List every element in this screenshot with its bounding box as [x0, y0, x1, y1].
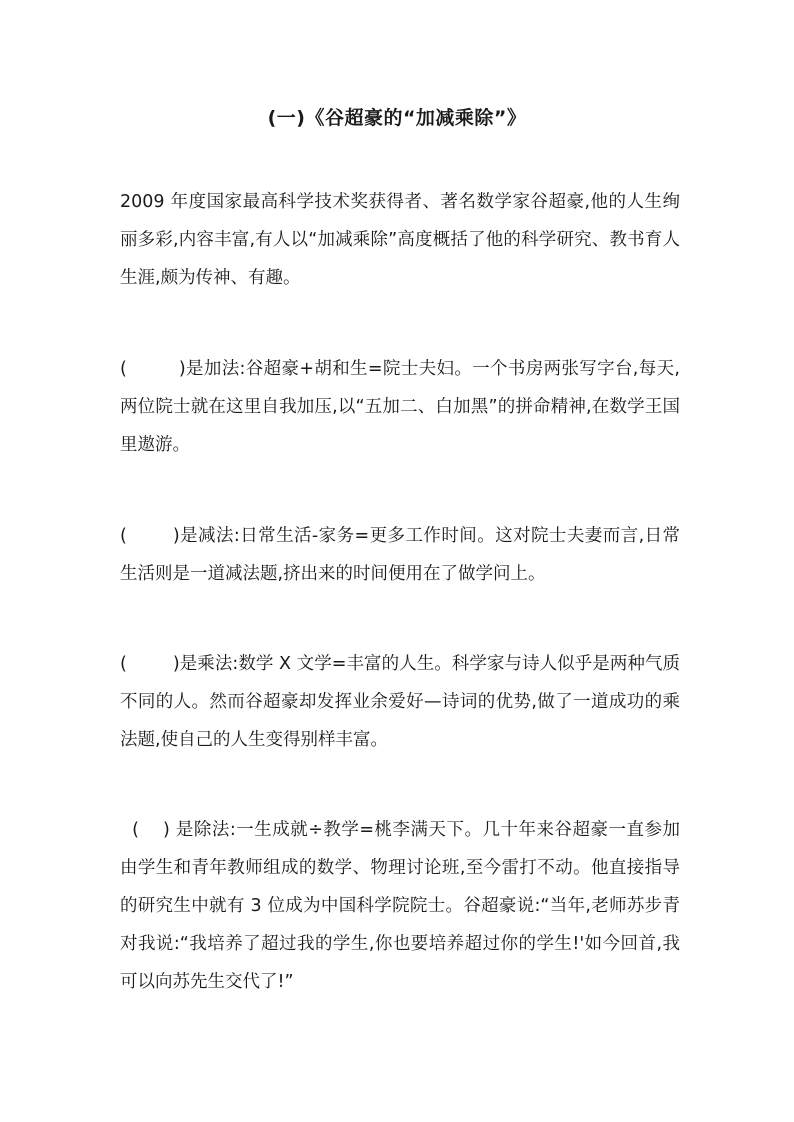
- blank-close-paren: ): [162, 820, 170, 840]
- paragraph-text: 是加法:谷超豪+胡和生=院士夫妇。一个书房两张写字台,每天,两位院士就在这里自我加压,以“五加二、白加黑”的拼命精神,在数学王国里遨游。: [120, 359, 680, 455]
- intro-paragraph: 2009 年度国家最高科学技术奖获得者、著名数学家谷超豪,他的人生绚丽多彩,内容丰富,有人以“加减乘除”高度概括了他的科学研究、教书育人生涯,颇为传神、有趣。: [120, 192, 680, 288]
- addition-paragraph: [120, 350, 680, 464]
- blank-open-paren: (: [120, 654, 127, 674]
- blank-close-paren: ): [172, 526, 180, 546]
- paragraph-text: 是减法:日常生活-家务=更多工作时间。这对院士夫妻而言,日常生活则是一道减法题,挤出来的时间便用在了做学问上。: [120, 526, 680, 584]
- subtraction-paragraph: [120, 517, 680, 593]
- paragraph-text: 是除法:一生成就÷教学=桃李满天下。几十年来谷超豪一直参加由学生和青年教师组成的数学、物理讨论班,至今雷打不动。他直接指导的研究生中就有 3 位成为中国科学院院士。谷超豪说:“当年,老师苏步青对我说:“我培养了超过我的学生,你也要培养超过你的学生!'如今回首,我可以向苏先生交代了!”: [120, 820, 680, 992]
- blank-open-paren: (: [120, 359, 127, 379]
- blank-open-paren: (: [132, 820, 139, 840]
- blank-close-paren: ): [172, 654, 180, 674]
- blank-open-paren: (: [120, 526, 127, 546]
- multiplication-paragraph: [120, 645, 680, 759]
- blank-close-paren: ): [178, 359, 186, 379]
- paragraph-text: 是乘法:数学 X 文学=丰富的人生。科学家与诗人似乎是两种气质不同的人。然而谷超豪却发挥业余爱好—诗词的优势,做了一道成功的乘法题,使自己的人生变得别样丰富。: [120, 654, 680, 750]
- article-title: (一)《谷超豪的“加减乘除”》: [267, 107, 527, 129]
- division-paragraph: [120, 811, 680, 1001]
